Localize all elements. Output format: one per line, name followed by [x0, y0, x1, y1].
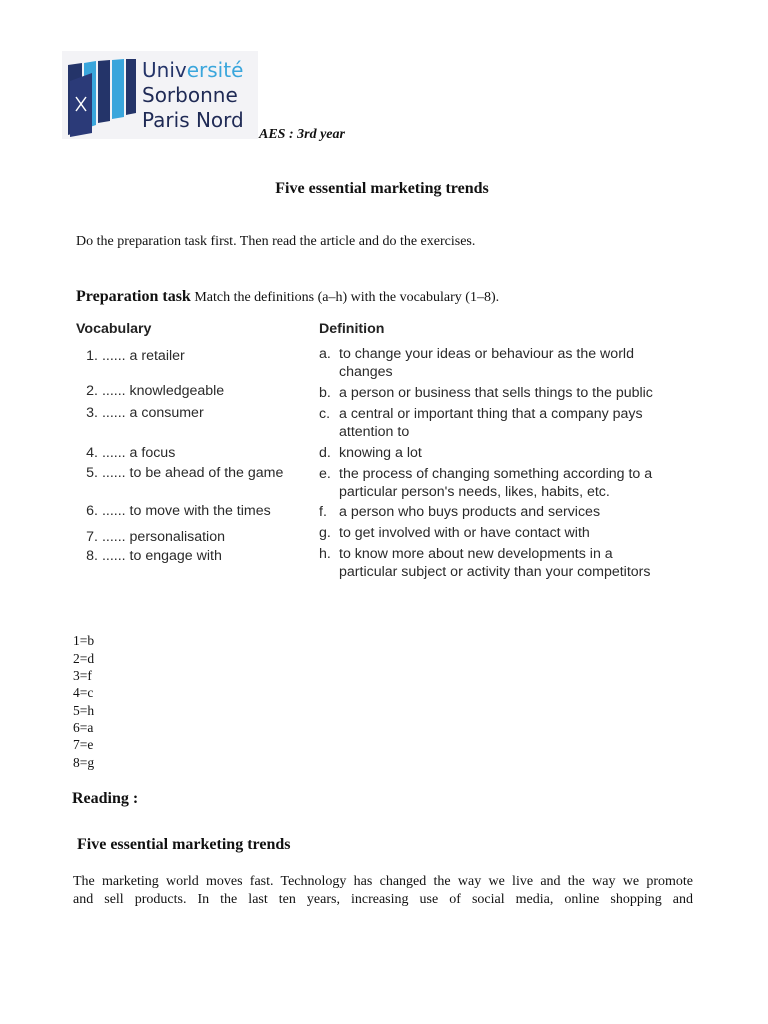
definition-header: Definition: [319, 321, 385, 337]
answer-line: 7=e: [73, 737, 94, 752]
vocab-item: 6. ...... to move with the times: [86, 503, 271, 519]
vocabulary-header: Vocabulary: [76, 321, 152, 337]
instructions: Do the preparation task first. Then read the article and do the exercises.: [76, 234, 476, 249]
course-label: AES : 3rd year: [259, 127, 345, 142]
preparation-task: [76, 288, 499, 306]
vocab-item: 7. ...... personalisation: [86, 529, 225, 545]
definition-item: b. a person or business that sells things to the public: [319, 385, 653, 401]
logo-line-2: Sorbonne: [142, 83, 238, 107]
definition-item: g. to get involved with or have contact with: [319, 525, 590, 541]
paragraph-line: and sell products. In the last ten years, increasing use of social media, online shopping and: [73, 892, 693, 907]
logo-line-1: Université: [142, 58, 244, 82]
reading-heading: Reading :: [72, 790, 139, 807]
article-title: Five essential marketing trends: [77, 836, 291, 853]
vocab-item: 4. ...... a focus: [86, 445, 176, 461]
definition-item: h. to know more about new developments in a particular subject or activity than your competitors: [319, 546, 651, 580]
logo-emblem-icon: [62, 51, 142, 139]
definition-item: c. a central or important thing that a company pays attention to: [319, 406, 643, 440]
preparation-heading: Preparation task: [76, 288, 191, 305]
answer-line: 5=h: [73, 703, 95, 718]
vocab-item: 3. ...... a consumer: [86, 405, 204, 421]
vocab-item: 5. ...... to be ahead of the game: [86, 465, 284, 481]
answer-line: 3=f: [73, 668, 92, 683]
vocab-item: 8. ...... to engage with: [86, 548, 222, 564]
vocab-item: 2. ...... knowledgeable: [86, 383, 225, 399]
preparation-text: Match the definitions (a–h) with the vocabulary (1–8).: [194, 290, 500, 305]
definition-item: a. to change your ideas or behaviour as the world changes: [319, 346, 634, 380]
definition-item: f. a person who buys products and services: [319, 504, 601, 520]
answer-line: 8=g: [73, 755, 95, 770]
paragraph-line: The marketing world moves fast. Technology has changed the way we live and the way we promote: [73, 874, 693, 889]
answer-line: 4=c: [73, 685, 94, 700]
page-title: Five essential marketing trends: [275, 180, 489, 197]
answer-line: 1=b: [73, 633, 95, 648]
answer-line: 6=a: [73, 720, 94, 735]
logo-line-3: Paris Nord: [142, 108, 244, 132]
answer-line: 2=d: [73, 651, 95, 666]
university-logo: [62, 51, 258, 139]
article-paragraph: [73, 873, 693, 909]
definition-item: e. the process of changing something according to a particular person's needs, likes, habits, etc.: [319, 466, 653, 500]
vocab-item: 1. ...... a retailer: [86, 348, 185, 364]
definition-item: d. knowing a lot: [319, 445, 422, 461]
